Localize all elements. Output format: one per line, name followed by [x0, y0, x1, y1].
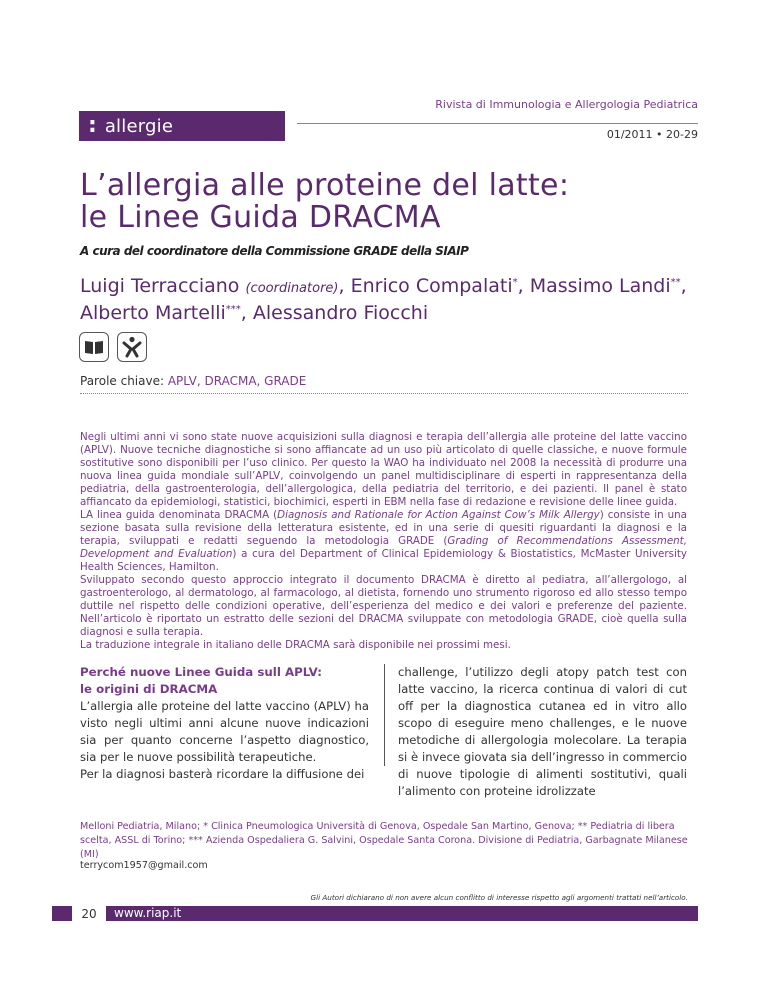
- author-name: Massimo Landi: [529, 275, 671, 297]
- title-line-2: le Linee Guida DRACMA: [80, 200, 441, 235]
- keywords-values: APLV, DRACMA, GRADE: [167, 374, 307, 388]
- affiliations: Melloni Pediatria, Milano; * Clinica Pneumologica Università di Genova, Ospedale San Martino, Genova; ** Pediatria di libera scelta, ASSL di Torino; *** Azienda Ospedaliera G. Salvini, Ospedale Santa Corona. Divisione di Pediatria, Garbagnate Milanese (MI): [80, 821, 688, 860]
- author-name: Alessandro Fiocchi: [252, 302, 429, 324]
- author-name: Alberto Martelli: [80, 302, 226, 324]
- author-separator: ,: [680, 275, 687, 297]
- author-list: [80, 274, 700, 325]
- abstract-paragraph: La traduzione integrale in italiano delle DRACMA sarà disponibile nei prossimi mesi.: [80, 639, 511, 651]
- author-role: (coordinatore): [245, 281, 339, 296]
- author-name: Enrico Compalati: [350, 275, 513, 297]
- abstract-italic: Diagnosis and Rationale for Action Against Cow’s Milk Allergy: [277, 509, 600, 521]
- abstract-italic: Grading of Recommendations Assessment, Development and Evaluation: [80, 535, 687, 560]
- body-paragraph: challenge, l’utilizzo degli atopy patch test con latte vaccino, la ricerca continua di valori di cut off per la diagnostica cutanea ed in vitro allo scopo di eseguire meno challenges, e le nuove metodiche di allergologia molecolare. La terapia si è invece giovata sia dell’ingresso in commercio di nuove tipologie di alimenti sostitutivi, quali l’alimento con proteine idrolizzate: [398, 665, 687, 798]
- section-colon: :: [88, 113, 97, 138]
- body-paragraph: Per la diagnosi basterà ricordare la diffusione dei: [80, 767, 365, 781]
- body-column-left: [80, 664, 369, 783]
- abstract-paragraph: [80, 509, 687, 574]
- affiliation-mark: *: [512, 277, 518, 288]
- affiliation-mark: ***: [225, 304, 241, 315]
- footer-url[interactable]: www.riap.it: [114, 906, 182, 920]
- contact-email[interactable]: terrycom1957@gmail.com: [80, 860, 208, 871]
- keywords-divider: [80, 393, 688, 394]
- body-paragraph: L’allergia alle proteine del latte vaccino (APLV) ha visto negli ultimi anni alcune nuove indicazioni sia per quanto concerne l’aspetto diagnostico, sia per le nuove possibilità terapeutiche.: [80, 699, 369, 764]
- title-line-1: L’allergia alle proteine del latte:: [80, 168, 570, 203]
- section-heading: [80, 664, 369, 698]
- section-label: allergie: [104, 115, 174, 137]
- abstract-paragraph: Sviluppato secondo questo approccio integrato il documento DRACMA è diretto al pediatra, all’allergologo, al gastroenterologo, al dermatologo, al farmacologo, al dietista, fornendo uno strumento rigoroso ed allo stesso tempo duttile nel rispetto delle condizioni operative, dell’esperienza del medico e dei valori e preferenze del paziente. Nell’articolo è riportato un estratto delle sezioni del DRACMA sviluppate con metodologia GRADE, cioè quella sulla diagnosi e sulla terapia.: [80, 574, 687, 638]
- column-divider: [384, 664, 385, 766]
- journal-name: Rivista di Immunologia e Allergologia Pediatrica: [435, 98, 698, 111]
- body-column-right: [398, 664, 687, 800]
- section-tab: [79, 111, 285, 141]
- keywords: [80, 374, 306, 388]
- keywords-label: Parole chiave:: [80, 374, 165, 388]
- footer-bar: [52, 906, 698, 921]
- abstract: [80, 431, 687, 652]
- abstract-paragraph: Negli ultimi anni vi sono state nuove acquisizioni sulla diagnosi e terapia dell’allergia alle proteine del latte vaccino (APLV). Nuove tecniche diagnostiche si sono affiancate ad un uso più articolato di quelle classiche, e nuove formule sostitutive sono disponibili per l’uso clinico. Per questo la WAO ha individuato nel 2008 la necessità di produrre una nuova linea guida mondiale sull’APLV, coinvolgendo un panel multidisciplinare di esperti in rappresentanza della pediatria, della gastroenterologia, dell’allergologica, della pediatria del territorio, e dei pazienti. Il panel è stato affiancato da epidemiologi, statistici, biochimici, esperti in EBM nella fase di redazione e revisione delle linee guida.: [80, 431, 687, 508]
- abstract-text: ) consiste in una sezione basata sulla revisione della letteratura esistente, ed in una serie di quesiti riguardanti la diagnosi e la terapia, sviluppati e redatti seguendo la metodologia GRADE (: [80, 509, 687, 547]
- book-icon: [79, 332, 109, 362]
- author-name: Luigi Terracciano: [80, 275, 240, 297]
- section-heading-line: Perché nuove Linee Guida sull APLV:: [80, 665, 322, 679]
- author-separator: ,: [517, 275, 530, 297]
- abstract-text: LA linea guida denominata DRACMA (: [80, 509, 278, 521]
- article-subtitle: A cura del coordinatore della Commissione GRADE della SIAIP: [80, 244, 469, 258]
- abstract-text: ) a cura del Department of Clinical Epidemiology & Biostatistics, McMaster University Health Sciences, Hamilton.: [80, 548, 687, 573]
- article-title: [80, 170, 700, 234]
- conflict-disclaimer: Gli Autori dichiarano di non avere alcun conflitto di interesse rispetto agli argomenti trattati nell’articolo.: [310, 893, 688, 902]
- page-number: 20: [72, 906, 106, 921]
- header-divider: [297, 123, 698, 124]
- section-heading-line: le origini di DRACMA: [80, 682, 218, 696]
- author-separator: ,: [240, 302, 253, 324]
- prescription-icon: [117, 332, 147, 362]
- affiliation-mark: **: [670, 277, 681, 288]
- issue-info: 01/2011 • 20-29: [606, 128, 698, 141]
- author-separator: ,: [338, 275, 351, 297]
